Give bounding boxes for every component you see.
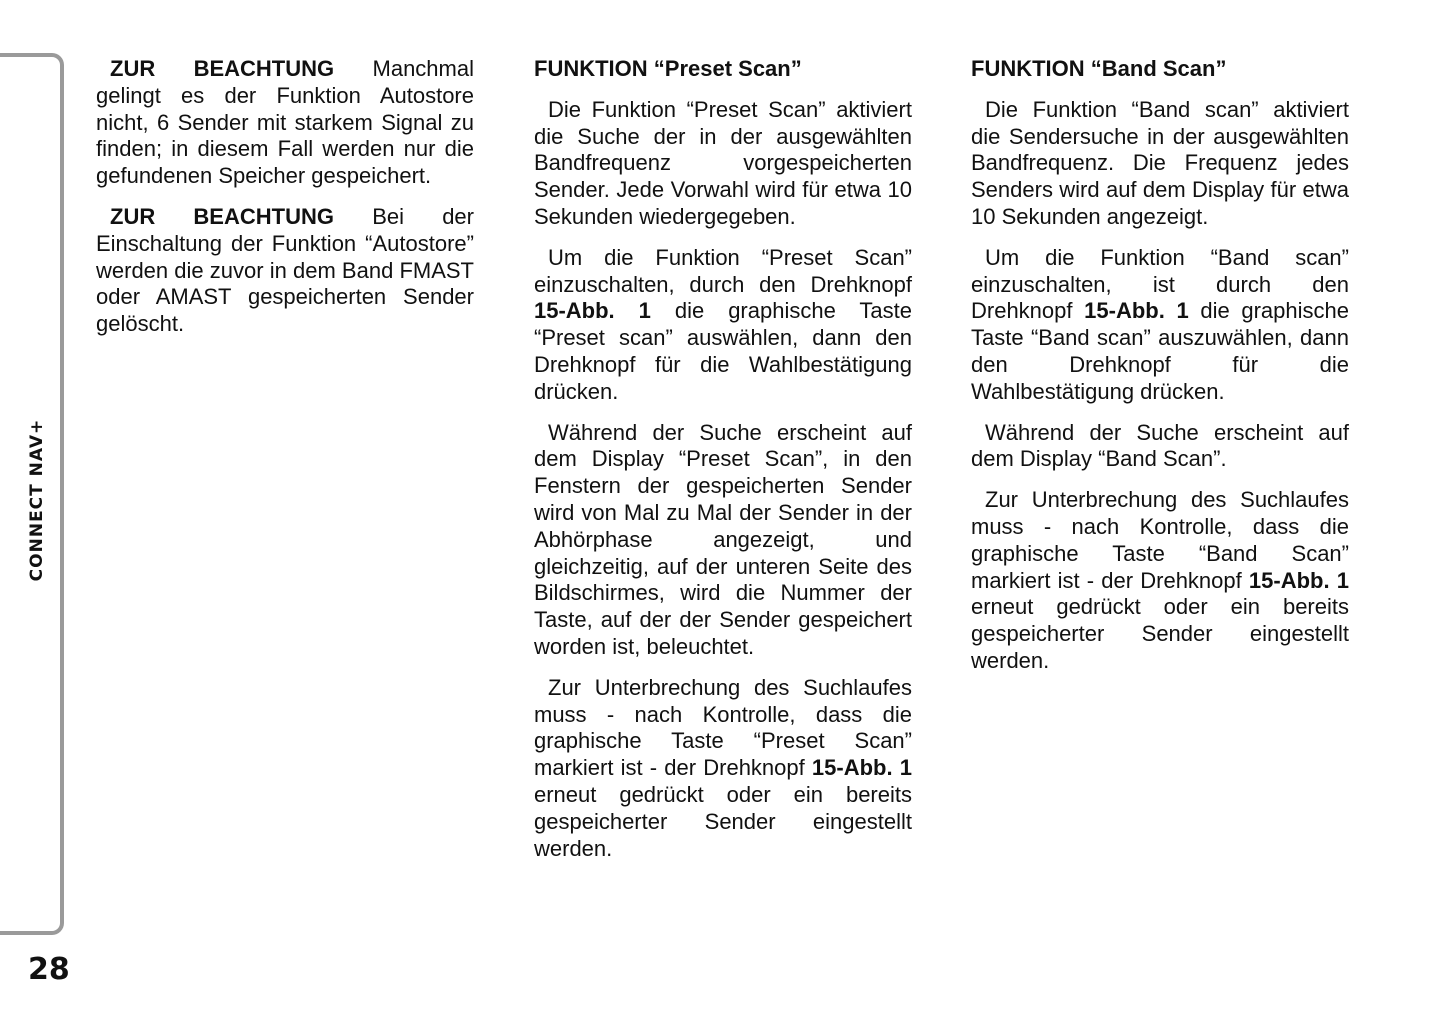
paragraph-text: erneut gedrückt oder ein bereits gespeicherter Sender eingestellt werden.: [534, 781, 912, 861]
note-paragraph-1: [96, 56, 474, 190]
column-right: [971, 56, 1349, 689]
figure-reference: 15-Abb. 1: [1248, 567, 1349, 593]
note-lead: ZUR BEACHTUNG: [110, 203, 334, 229]
paragraph: Die Funktion “Band scan” aktiviert die Sendersuche in der ausgewählten Bandfrequenz. Die Frequenz jedes Senders wird auf dem Display für etwa 10 Sekunden angezeigt.: [971, 96, 1349, 229]
note-text: Bei der Einschaltung der Funktion “Autostore” werden die zuvor in dem Band FMAST oder AMAST gespeicherten Sender gelöscht.: [96, 203, 474, 337]
figure-reference: 15-Abb. 1: [534, 298, 651, 324]
column-left: [96, 56, 474, 352]
paragraph-text: Zur Unterbrechung des Suchlaufes muss - nach Kontrolle, dass die graphische Taste “Preset Scan” markiert ist - der Drehknopf: [534, 674, 912, 781]
paragraph: Während der Suche erscheint auf dem Display “Preset Scan”, in den Fenstern der gespeicherten Sender wird von Mal zu Mal der Sender in der Abhörphase angezeigt, und gleichzeitig, auf der unteren Seite des Bildschirmes, wird die Nummer der Taste, auf der der Sender gespeichert worden ist, beleuchtet.: [534, 419, 912, 659]
paragraph: [971, 245, 1349, 406]
paragraph: Die Funktion “Preset Scan” aktiviert die Suche der in der ausgewählten Bandfrequenz vorgespeicherten Sender. Jede Vorwahl wird für etwa 10 Sekunden wiedergegeben.: [534, 96, 912, 229]
paragraph-text: Zur Unterbrechung des Suchlaufes muss - nach Kontrolle, dass die graphische Taste “Band Scan” markiert ist - der Drehknopf: [971, 487, 1349, 593]
figure-reference: 15-Abb. 1: [811, 755, 912, 781]
paragraph: [971, 487, 1349, 675]
paragraph-text: erneut gedrückt oder ein bereits gespeicherter Sender eingestellt werden.: [971, 594, 1349, 673]
paragraph-text: Um die Funktion “Preset Scan” einzuschalten, durch den Drehknopf: [534, 244, 912, 297]
note-text: Manchmal gelingt es der Funktion Autostore nicht, 6 Sender mit starkem Signal zu finden; in diesem Fall werden nur die gefundenen Speicher gespeichert.: [96, 56, 474, 189]
paragraph-text: die graphische Taste “Band scan” auszuwählen, dann den Drehknopf für die Wahlbestätigung drücken.: [971, 298, 1349, 404]
figure-reference: 15-Abb. 1: [1084, 298, 1189, 324]
paragraph-text: Um die Funktion “Band scan” einzuschalten, ist durch den Drehknopf: [971, 244, 1349, 324]
section-tab-label: CONNECT NAV+: [27, 418, 47, 582]
note-lead: ZUR BEACHTUNG: [110, 56, 335, 81]
paragraph: Während der Suche erscheint auf dem Display “Band Scan”.: [971, 419, 1349, 472]
column-middle: [534, 56, 912, 876]
paragraph: [534, 245, 912, 406]
section-heading-preset-scan: FUNKTION “Preset Scan”: [534, 56, 802, 81]
section-heading-band-scan: FUNKTION “Band Scan”: [971, 56, 1227, 81]
note-paragraph-2: [96, 204, 474, 338]
paragraph-text: die graphische Taste “Preset scan” auswählen, dann den Drehknopf für die Wahlbestätigung drücken.: [534, 298, 912, 404]
page-number: 28: [28, 952, 70, 987]
paragraph: [534, 675, 912, 863]
